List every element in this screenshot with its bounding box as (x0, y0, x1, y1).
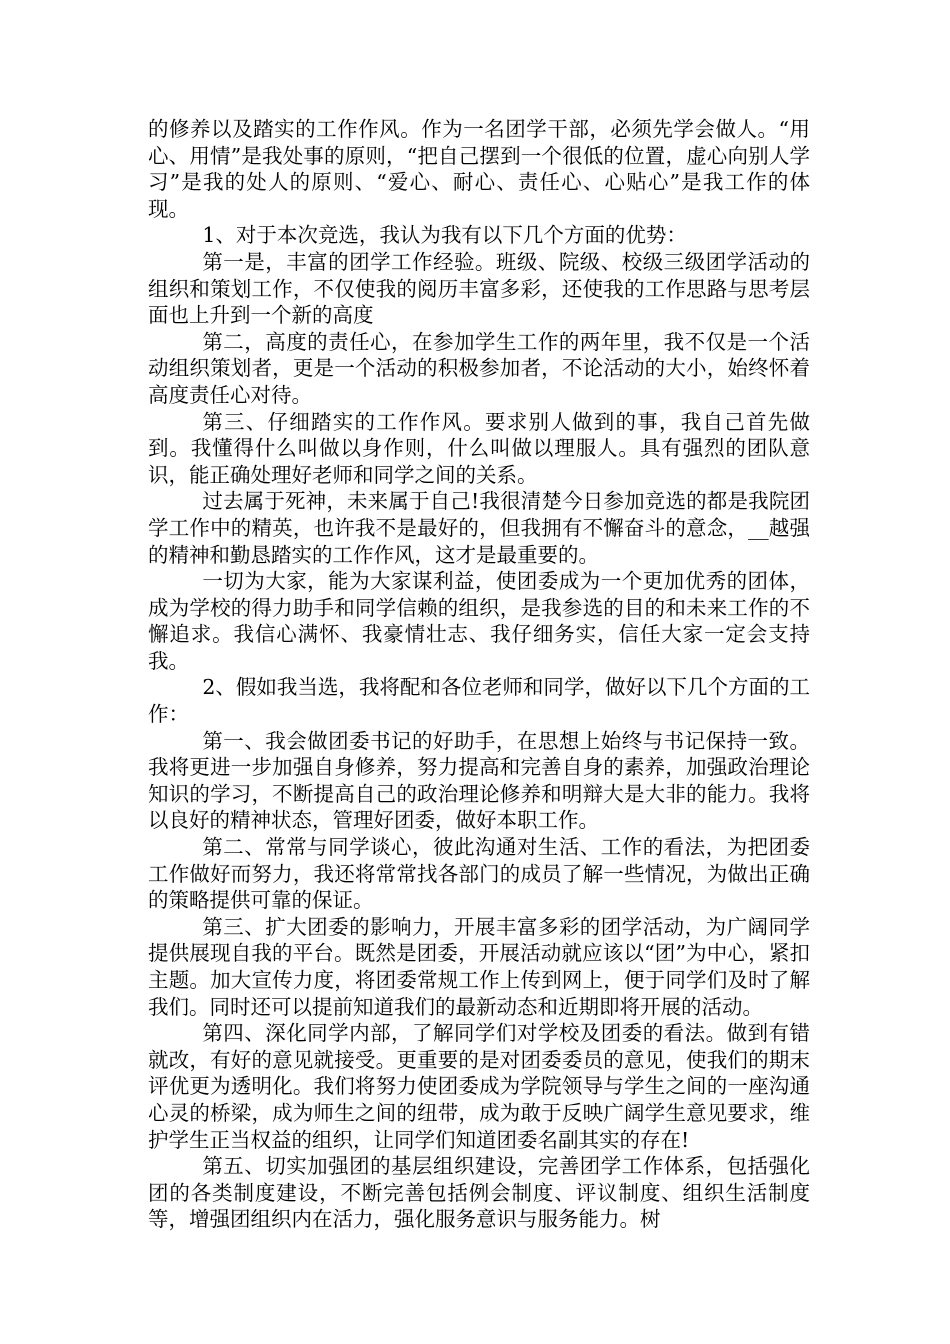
paragraph-10: 第二、常常与同学谈心，彼此沟通对生活、工作的看法，为把团委工作做好而努力，我还将常常找各部门的成员了解一些情况，为做出正确的策略提供可靠的保证。 (148, 835, 810, 913)
paragraph-2: 1、对于本次竞选，我认为我有以下几个方面的优势： (202, 223, 687, 248)
paragraph-1: 的修养以及踏实的工作作风。作为一名团学干部，必须先学会做人。“用心、用情”是我处事的原则，“把自己摆到一个很低的位置，虚心向别人学习”是我的处人的原则、“爱心、耐心、责任心、心贴心”是我工作的体现。 (148, 117, 810, 221)
paragraph-6: 过去属于死神，未来属于自己!我很清楚今日参加竞选的都是我院团学工作中的精英，也许我不是最好的，但我拥有不懈奋斗的意念，__越强的精神和勤恳踏实的工作作风，这才是最重要的。 (148, 489, 810, 567)
paragraph-9: 第一、我会做团委书记的好助手，在思想上始终与书记保持一致。我将更进一步加强自身修养，努力提高和完善自身的素养，加强政治理论知识的学习，不断提高自己的政治理论修养和明辩大是大非的能力。我将以良好的精神状态，管理好团委，做好本职工作。 (148, 728, 810, 833)
paragraph-13: 第五、切实加强团的基层组织建设，完善团学工作体系，包括强化团的各类制度建设，不断完善包括例会制度、评议制度、组织生活制度等，增强团组织内在活力，强化服务意识与服务能力。树 (148, 1154, 810, 1232)
paragraph-11: 第三、扩大团委的影响力，开展丰富多彩的团学活动，为广阔同学提供展现自我的平台。既然是团委，开展活动就应该以“团”为中心，紧扣主题。加大宣传力度，将团委常规工作上传到网上，便于同学们及时了解我们。同时还可以提前知道我们的最新动态和近期即将开展的活动。 (148, 914, 810, 1019)
paragraph-12: 第四、深化同学内部，了解同学们对学校及团委的看法。做到有错就改，有好的意见就接受。更重要的是对团委委员的意见，使我们的期末评优更为透明化。我们将努力使团委成为学院领导与学生之间的一座沟通心灵的桥梁，成为师生之间的纽带，成为敢于反映广阔学生意见要求，维护学生正当权益的组织，让同学们知道团委名副其实的存在! (148, 1021, 810, 1152)
paragraph-8: 2、假如我当选，我将配和各位老师和同学，做好以下几个方面的工作： (148, 675, 810, 727)
paragraph-3: 第一是，丰富的团学工作经验。班级、院级、校级三级团学活动的组织和策划工作，不仅使我的阅历丰富多彩，还使我的工作思路与思考层面也上升到一个新的高度 (148, 249, 810, 328)
paragraph-5: 第三、仔细踏实的工作作风。要求别人做到的事，我自己首先做到。我懂得什么叫做以身作则，什么叫做以理服人。具有强烈的团队意识，能正确处理好老师和同学之间的关系。 (148, 409, 810, 487)
paragraph-7: 一切为大家，能为大家谋利益，使团委成为一个更加优秀的团体，成为学校的得力助手和同学信赖的组织，是我参选的目的和未来工作的不懈追求。我信心满怀、我豪情壮志、我仔细务实，信任大家一定会支持我。 (148, 569, 810, 673)
document-page (148, 116, 810, 1233)
paragraph-4: 第二，高度的责任心，在参加学生工作的两年里，我不仅是一个活动组织策划者，更是一个活动的积极参加者，不论活动的大小，始终怀着高度责任心对待。 (148, 329, 810, 407)
